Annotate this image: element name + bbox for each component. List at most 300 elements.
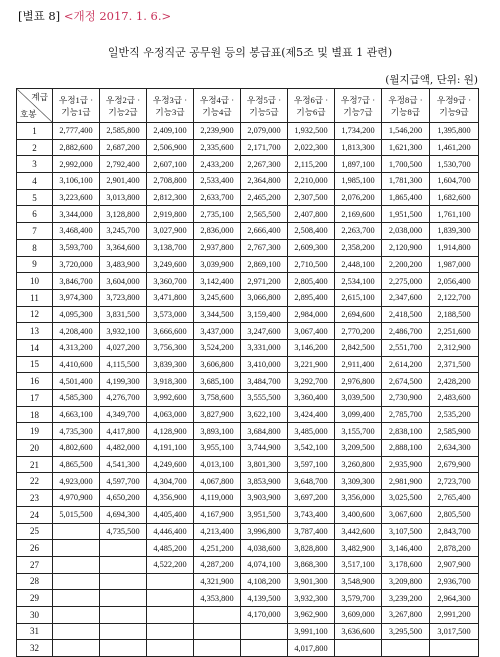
table-row: [17, 273, 479, 290]
salary-cell: 2,792,400: [100, 156, 147, 173]
salary-cell: 2,171,700: [241, 139, 288, 156]
salary-cell: 3,918,300: [147, 373, 194, 390]
salary-cell: 2,251,600: [430, 323, 479, 340]
salary-cell: 2,964,300: [430, 590, 479, 607]
salary-cell: 3,442,600: [335, 523, 382, 540]
salary-cell: 2,428,200: [430, 373, 479, 390]
amendment-date: <개정 2017. 1. 6.>: [63, 9, 172, 23]
salary-cell: 2,614,200: [382, 356, 430, 373]
salary-cell: 2,634,300: [430, 440, 479, 457]
grade-header-line1: 우정7급 ·: [340, 94, 376, 105]
salary-cell: 2,937,800: [194, 239, 241, 256]
salary-cell: 4,017,800: [288, 640, 335, 657]
step-number-cell: 22: [17, 473, 53, 490]
step-number-cell: 24: [17, 506, 53, 523]
salary-cell: 2,615,100: [335, 289, 382, 306]
grade-header-line2: 기능5급: [249, 106, 279, 117]
salary-cell: [194, 640, 241, 657]
salary-cell: 3,267,800: [382, 606, 430, 623]
salary-cell: 2,533,400: [194, 173, 241, 190]
salary-cell: 4,405,400: [147, 506, 194, 523]
salary-cell: 2,882,600: [53, 139, 100, 156]
salary-cell: 2,433,200: [194, 156, 241, 173]
salary-cell: 4,095,300: [53, 306, 100, 323]
salary-cell: 2,723,700: [430, 473, 479, 490]
salary-cell: 4,167,900: [194, 506, 241, 523]
salary-cell: 3,437,000: [194, 323, 241, 340]
salary-table: [16, 88, 479, 657]
salary-cell: 2,836,000: [194, 223, 241, 240]
step-number-cell: 15: [17, 356, 53, 373]
step-number-cell: 5: [17, 189, 53, 206]
salary-cell: [53, 523, 100, 540]
table-row: [17, 123, 479, 140]
salary-cell: 2,506,900: [147, 139, 194, 156]
salary-cell: [53, 556, 100, 573]
salary-cell: 3,932,100: [100, 323, 147, 340]
salary-cell: 3,787,400: [288, 523, 335, 540]
salary-cell: 1,546,200: [382, 123, 430, 140]
salary-cell: 2,335,600: [194, 139, 241, 156]
salary-cell: 2,708,800: [147, 173, 194, 190]
table-row: [17, 223, 479, 240]
salary-cell: 4,597,700: [100, 473, 147, 490]
salary-cell: 4,410,600: [53, 356, 100, 373]
salary-cell: 3,245,600: [194, 289, 241, 306]
salary-cell: 2,777,400: [53, 123, 100, 140]
salary-cell: 2,409,100: [147, 123, 194, 140]
step-number-cell: 8: [17, 239, 53, 256]
table-row: [17, 556, 479, 573]
salary-cell: 2,022,300: [288, 139, 335, 156]
salary-cell: 3,027,900: [147, 223, 194, 240]
salary-cell: 2,609,300: [288, 239, 335, 256]
salary-cell: 3,178,600: [382, 556, 430, 573]
salary-cell: 4,170,000: [241, 606, 288, 623]
table-row: [17, 406, 479, 423]
salary-cell: 4,353,800: [194, 590, 241, 607]
salary-cell: 3,604,000: [100, 273, 147, 290]
salary-cell: 3,846,700: [53, 273, 100, 290]
salary-cell: 2,785,700: [382, 406, 430, 423]
table-row: [17, 356, 479, 373]
salary-cell: 3,247,600: [241, 323, 288, 340]
salary-cell: 3,364,600: [100, 239, 147, 256]
salary-cell: 4,191,100: [147, 440, 194, 457]
salary-cell: 3,099,400: [335, 406, 382, 423]
salary-cell: 2,535,200: [430, 406, 479, 423]
step-number-cell: 28: [17, 573, 53, 590]
salary-cell: 3,666,600: [147, 323, 194, 340]
salary-cell: [147, 573, 194, 590]
step-number-cell: 27: [17, 556, 53, 573]
salary-cell: 3,992,600: [147, 390, 194, 407]
grade-header-line2: 기능4급: [202, 106, 232, 117]
salary-cell: [100, 623, 147, 640]
step-number-cell: 12: [17, 306, 53, 323]
salary-cell: [241, 640, 288, 657]
salary-cell: 3,360,400: [288, 390, 335, 407]
salary-cell: 2,838,100: [382, 423, 430, 440]
salary-cell: 2,483,600: [430, 390, 479, 407]
salary-cell: 4,013,100: [194, 456, 241, 473]
salary-cell: 2,210,000: [288, 173, 335, 190]
salary-cell: 3,331,000: [241, 339, 288, 356]
salary-cell: 1,932,500: [288, 123, 335, 140]
step-number-cell: 30: [17, 606, 53, 623]
salary-cell: 2,694,600: [335, 306, 382, 323]
salary-cell: 4,115,500: [100, 356, 147, 373]
grade-header-line1: 우정1급 ·: [58, 94, 94, 105]
table-row: [17, 440, 479, 457]
table-row: [17, 606, 479, 623]
salary-cell: 4,694,300: [100, 506, 147, 523]
salary-cell: 2,888,100: [382, 440, 430, 457]
grade-header-line2: 기능1급: [61, 106, 91, 117]
salary-cell: [335, 640, 382, 657]
salary-cell: 4,735,300: [53, 423, 100, 440]
salary-cell: 3,239,200: [382, 590, 430, 607]
table-row: [17, 306, 479, 323]
salary-cell: 2,465,200: [241, 189, 288, 206]
salary-cell: 4,074,100: [241, 556, 288, 573]
salary-cell: 3,138,700: [147, 239, 194, 256]
salary-cell: 3,901,300: [288, 573, 335, 590]
salary-cell: 2,534,100: [335, 273, 382, 290]
salary-cell: 3,142,400: [194, 273, 241, 290]
salary-cell: 3,146,400: [382, 540, 430, 557]
table-row: [17, 156, 479, 173]
salary-cell: 4,287,200: [194, 556, 241, 573]
salary-cell: [100, 540, 147, 557]
salary-cell: 1,682,600: [430, 189, 479, 206]
salary-cell: 3,107,500: [382, 523, 430, 540]
salary-cell: [100, 606, 147, 623]
table-row: [17, 573, 479, 590]
grade-header-line2: 기능8급: [390, 106, 421, 117]
salary-cell: 2,239,900: [194, 123, 241, 140]
table-row: [17, 239, 479, 256]
salary-cell: 3,744,900: [241, 440, 288, 457]
salary-cell: 2,079,000: [241, 123, 288, 140]
salary-cell: 1,951,500: [382, 206, 430, 223]
salary-cell: 4,650,200: [100, 490, 147, 507]
unit-note: (월지급액, 단위: 원): [385, 74, 478, 86]
grade-header-line2: 기능7급: [343, 106, 373, 117]
salary-cell: 1,734,200: [335, 123, 382, 140]
salary-cell: 3,685,100: [194, 373, 241, 390]
salary-cell: [430, 640, 479, 657]
grade-header-9: [430, 89, 479, 123]
salary-cell: 2,976,800: [335, 373, 382, 390]
grade-header-line2: 기능6급: [296, 106, 326, 117]
salary-cell: 1,813,300: [335, 139, 382, 156]
salary-cell: 4,541,300: [100, 456, 147, 473]
salary-cell: 3,648,700: [288, 473, 335, 490]
salary-cell: 3,245,700: [100, 223, 147, 240]
salary-cell: 1,761,100: [430, 206, 479, 223]
grade-header-7: [335, 89, 382, 123]
salary-cell: 4,108,200: [241, 573, 288, 590]
salary-cell: 2,275,000: [382, 273, 430, 290]
step-number-cell: 25: [17, 523, 53, 540]
table-row: [17, 623, 479, 640]
salary-cell: 4,735,500: [100, 523, 147, 540]
salary-cell: 3,636,600: [335, 623, 382, 640]
salary-cell: 2,169,600: [335, 206, 382, 223]
corner-label-step: 호봉: [20, 109, 37, 119]
salary-cell: 2,188,500: [430, 306, 479, 323]
salary-cell: 3,597,100: [288, 456, 335, 473]
salary-cell: 4,663,100: [53, 406, 100, 423]
salary-cell: 3,723,800: [100, 289, 147, 306]
salary-cell: 2,407,800: [288, 206, 335, 223]
salary-cell: 3,159,400: [241, 306, 288, 323]
salary-cell: 4,119,000: [194, 490, 241, 507]
salary-cell: 1,839,300: [430, 223, 479, 240]
salary-cell: 4,139,500: [241, 590, 288, 607]
salary-cell: [147, 606, 194, 623]
salary-cell: 1,985,100: [335, 173, 382, 190]
salary-cell: 3,039,900: [194, 256, 241, 273]
salary-cell: 3,128,800: [100, 206, 147, 223]
salary-cell: 4,038,600: [241, 540, 288, 557]
salary-cell: [100, 590, 147, 607]
salary-cell: 4,923,000: [53, 473, 100, 490]
salary-cell: 3,292,700: [288, 373, 335, 390]
table-row: [17, 506, 479, 523]
salary-cell: 2,911,400: [335, 356, 382, 373]
salary-cell: 2,486,700: [382, 323, 430, 340]
salary-cell: 3,025,500: [382, 490, 430, 507]
salary-cell: 4,213,400: [194, 523, 241, 540]
salary-cell: 3,067,600: [382, 506, 430, 523]
salary-cell: 1,987,000: [430, 256, 479, 273]
salary-cell: 3,221,900: [288, 356, 335, 373]
salary-cell: 3,484,700: [241, 373, 288, 390]
salary-cell: 2,895,400: [288, 289, 335, 306]
table-row: [17, 523, 479, 540]
salary-cell: 3,295,500: [382, 623, 430, 640]
salary-cell: 3,932,300: [288, 590, 335, 607]
salary-cell: 4,485,200: [147, 540, 194, 557]
table-row: [17, 323, 479, 340]
salary-cell: 3,801,300: [241, 456, 288, 473]
step-number-cell: 6: [17, 206, 53, 223]
salary-cell: 2,565,500: [241, 206, 288, 223]
step-number-cell: 7: [17, 223, 53, 240]
salary-cell: 3,573,000: [147, 306, 194, 323]
salary-cell: 3,209,500: [335, 440, 382, 457]
grade-header-line2: 기능9급: [439, 106, 469, 117]
salary-cell: [147, 590, 194, 607]
salary-cell: 1,700,500: [382, 156, 430, 173]
salary-cell: 2,307,500: [288, 189, 335, 206]
salary-cell: 3,249,600: [147, 256, 194, 273]
salary-cell: 4,585,300: [53, 390, 100, 407]
salary-cell: 2,907,900: [430, 556, 479, 573]
table-body: [17, 123, 479, 657]
step-number-cell: 20: [17, 440, 53, 457]
grade-header-line1: 우정5급 ·: [246, 94, 282, 105]
salary-cell: 4,482,000: [100, 440, 147, 457]
step-number-cell: 11: [17, 289, 53, 306]
step-number-cell: 14: [17, 339, 53, 356]
grade-header-1: [53, 89, 100, 123]
salary-cell: 2,585,900: [430, 423, 479, 440]
salary-cell: 3,039,500: [335, 390, 382, 407]
salary-cell: 3,209,800: [382, 573, 430, 590]
salary-cell: 2,869,100: [241, 256, 288, 273]
salary-cell: 2,767,300: [241, 239, 288, 256]
salary-cell: 3,579,700: [335, 590, 382, 607]
salary-cell: 4,249,600: [147, 456, 194, 473]
salary-cell: 3,344,000: [53, 206, 100, 223]
salary-cell: 2,765,400: [430, 490, 479, 507]
salary-cell: 3,146,200: [288, 339, 335, 356]
salary-cell: 2,364,800: [241, 173, 288, 190]
table-row: [17, 490, 479, 507]
salary-cell: 2,607,100: [147, 156, 194, 173]
salary-cell: 4,063,000: [147, 406, 194, 423]
salary-cell: 4,522,200: [147, 556, 194, 573]
salary-cell: 2,936,700: [430, 573, 479, 590]
salary-cell: 3,223,600: [53, 189, 100, 206]
salary-cell: 3,606,800: [194, 356, 241, 373]
salary-cell: [194, 623, 241, 640]
salary-cell: [100, 556, 147, 573]
salary-cell: 2,770,200: [335, 323, 382, 340]
salary-cell: 2,735,100: [194, 206, 241, 223]
table-row: [17, 473, 479, 490]
salary-cell: 2,347,600: [382, 289, 430, 306]
document-title: 일반직 우정직군 공무원 등의 봉급표(제5조 및 별표 1 관련): [107, 46, 393, 59]
step-number-cell: 1: [17, 123, 53, 140]
step-number-cell: 23: [17, 490, 53, 507]
salary-cell: [241, 623, 288, 640]
salary-cell: 4,128,900: [147, 423, 194, 440]
salary-cell: [382, 640, 430, 657]
annex-header: [18, 8, 171, 24]
salary-cell: 3,743,400: [288, 506, 335, 523]
salary-cell: 4,313,200: [53, 339, 100, 356]
salary-cell: 2,674,500: [382, 373, 430, 390]
table-row: [17, 540, 479, 557]
salary-cell: 3,827,900: [194, 406, 241, 423]
salary-cell: 3,155,700: [335, 423, 382, 440]
salary-cell: 2,122,700: [430, 289, 479, 306]
grade-header-3: [147, 89, 194, 123]
salary-cell: 3,410,000: [241, 356, 288, 373]
salary-cell: 3,344,500: [194, 306, 241, 323]
grade-header-line2: 기능3급: [155, 106, 185, 117]
salary-cell: 2,200,200: [382, 256, 430, 273]
salary-cell: 2,992,000: [53, 156, 100, 173]
salary-cell: 4,276,700: [100, 390, 147, 407]
table-row: [17, 590, 479, 607]
salary-cell: 2,843,700: [430, 523, 479, 540]
salary-cell: 2,551,700: [382, 339, 430, 356]
salary-cell: 2,901,400: [100, 173, 147, 190]
salary-cell: 3,424,400: [288, 406, 335, 423]
salary-cell: 2,878,200: [430, 540, 479, 557]
salary-cell: 2,448,100: [335, 256, 382, 273]
salary-cell: 3,593,700: [53, 239, 100, 256]
salary-cell: 2,919,800: [147, 206, 194, 223]
salary-cell: 3,955,100: [194, 440, 241, 457]
salary-cell: 3,555,500: [241, 390, 288, 407]
grade-header-line1: 우정4급 ·: [199, 94, 235, 105]
salary-cell: [147, 640, 194, 657]
salary-cell: 3,066,800: [241, 289, 288, 306]
salary-cell: 2,120,900: [382, 239, 430, 256]
salary-cell: 3,260,800: [335, 456, 382, 473]
salary-cell: 2,633,700: [194, 189, 241, 206]
salary-cell: 3,483,900: [100, 256, 147, 273]
salary-cell: 4,027,200: [100, 339, 147, 356]
step-number-cell: 3: [17, 156, 53, 173]
salary-cell: 3,758,600: [194, 390, 241, 407]
salary-cell: 3,962,900: [288, 606, 335, 623]
grade-header-line1: 우정8급 ·: [388, 94, 423, 105]
table-row: [17, 390, 479, 407]
salary-cell: [53, 623, 100, 640]
salary-cell: 3,903,900: [241, 490, 288, 507]
salary-cell: 3,622,100: [241, 406, 288, 423]
salary-cell: 2,984,000: [288, 306, 335, 323]
salary-cell: 4,970,900: [53, 490, 100, 507]
salary-cell: 3,951,500: [241, 506, 288, 523]
salary-cell: 2,991,200: [430, 606, 479, 623]
grade-header-6: [288, 89, 335, 123]
step-number-cell: 21: [17, 456, 53, 473]
header-row: [17, 89, 479, 123]
step-number-cell: 2: [17, 139, 53, 156]
salary-cell: 3,853,900: [241, 473, 288, 490]
table-row: [17, 640, 479, 657]
salary-cell: 2,687,200: [100, 139, 147, 156]
header-corner-cell: [17, 89, 53, 123]
salary-cell: [194, 606, 241, 623]
salary-cell: 4,501,400: [53, 373, 100, 390]
table-row: [17, 139, 479, 156]
table-row: [17, 206, 479, 223]
salary-cell: 3,524,200: [194, 339, 241, 356]
step-number-cell: 4: [17, 173, 53, 190]
salary-cell: 3,106,100: [53, 173, 100, 190]
grade-header-line2: 기능2급: [108, 106, 138, 117]
salary-cell: 3,013,800: [100, 189, 147, 206]
salary-cell: 3,309,300: [335, 473, 382, 490]
salary-cell: 3,684,800: [241, 423, 288, 440]
salary-cell: 2,263,700: [335, 223, 382, 240]
salary-cell: 2,666,400: [241, 223, 288, 240]
salary-cell: 3,482,900: [335, 540, 382, 557]
salary-cell: 1,395,800: [430, 123, 479, 140]
salary-cell: 1,914,800: [430, 239, 479, 256]
salary-cell: 4,199,300: [100, 373, 147, 390]
salary-cell: 1,530,700: [430, 156, 479, 173]
salary-cell: [53, 573, 100, 590]
salary-cell: 1,621,300: [382, 139, 430, 156]
salary-cell: 2,710,500: [288, 256, 335, 273]
step-number-cell: 10: [17, 273, 53, 290]
table-row: [17, 289, 479, 306]
salary-cell: 1,865,400: [382, 189, 430, 206]
salary-cell: 3,360,700: [147, 273, 194, 290]
salary-cell: [147, 623, 194, 640]
salary-cell: 3,548,900: [335, 573, 382, 590]
